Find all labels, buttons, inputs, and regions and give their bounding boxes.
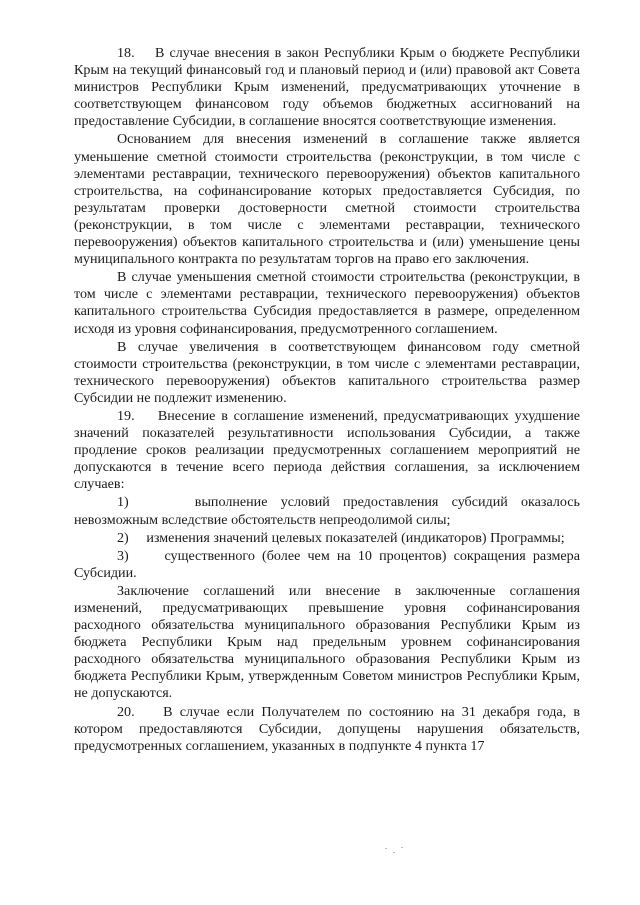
paragraph-18: 18. В случае внесения в закон Республики Крым о бюджете Республики Крым на текущий финансовый год и плановый период и (или) правовой акт Совета министров Республики Крым изменений, предусматривающих уточнение в соответствующем финансовом году объемов бюджетных ассигнований на предоставление Субсидии, в соглашение вносятся соответствующие изменения.: [74, 45, 580, 130]
list-item-3: 3) существенного (более чем на 10 процентов) сокращения размера Субсидии.: [74, 547, 580, 581]
paragraph-cost-decrease: В случае уменьшения сметной стоимости строительства (реконструкции, в том числе с элементами реставрации, технического перевооружения) объектов капитального строительства Субсидия предоставляется в размере, определенном исходя из уровня софинансирования, предусмотренного соглашением.: [74, 269, 580, 337]
paragraph-20: 20. В случае если Получателем по состоянию на 31 декабря года, в котором предоставляются Субсидии, допущены нарушения обязательств, предусмотренных соглашением, указанных в подпункте 4 пункта 17: [74, 703, 580, 754]
document-body: [74, 45, 580, 755]
paragraph-change-basis: Основанием для внесения изменений в соглашение также является уменьшение сметной стоимости строительства (реконструкции, в том числе с элементами реставрации, технического перевооружения) объектов капитального строительства, на софинансирование которых предоставляется Субсидия, по результатам проверки достоверности сметной стоимости строительства (реконструкции, в том числе с элементами реставрации, технического перевооружения) объектов капитального строительства и (или) уменьшение цены муниципального контракта по результатам торгов на право его заключения.: [74, 131, 580, 268]
scan-speckle: [385, 846, 409, 856]
paragraph-19: 19. Внесение в соглашение изменений, предусматривающих ухудшение значений показателей результативности использования Субсидии, а также продление сроков реализации предусмотренных соглашением мероприятий не допускаются в течение всего периода действия соглашения, за исключением случаев:: [74, 407, 580, 493]
list-item-1: 1) выполнение условий предоставления субсидий оказалось невозможным вследствие обстоятельств непреодолимой силы;: [74, 494, 580, 528]
paragraph-cost-increase: В случае увеличения в соответствующем финансовом году сметной стоимости строительства (реконструкции, в том числе с элементами реставрации, технического перевооружения) объектов капитального строительства размер Субсидии не подлежит изменению.: [74, 338, 580, 406]
paragraph-agreements: Заключение соглашений или внесение в заключенные соглашения изменений, предусматривающих превышение уровня софинансирования расходного обязательства муниципального образования Республики Крым из бюджета Республики Крым над предельным уровнем софинансирования расходного обязательства муниципального образования Республики Крым из бюджета Республики Крым, утвержденным Советом министров Республики Крым, не допускаются.: [74, 582, 580, 702]
list-item-2: 2) изменения значений целевых показателей (индикаторов) Программы;: [117, 529, 565, 546]
